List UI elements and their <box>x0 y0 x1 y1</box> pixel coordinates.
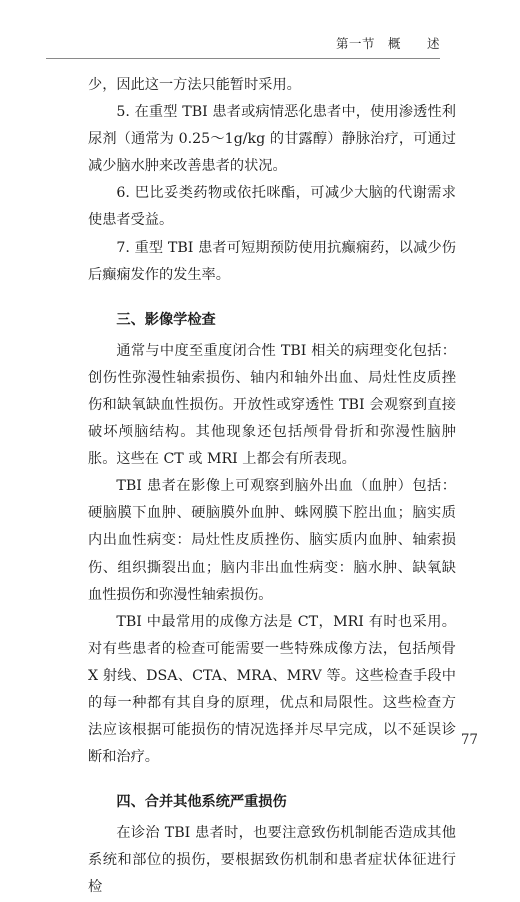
paragraph-continuation: 少，因此这一方法只能暂时采用。 <box>88 77 301 93</box>
section-heading-imaging: 三、影像学检查 <box>116 311 216 328</box>
page-number: 77 <box>460 732 478 748</box>
paragraph-imaging-1: 通常与中度至重度闭合性 TBI 相关的病理变化包括：创伤性弥漫性轴索损伤、轴内和轴外出血、局灶性皮质挫伤和缺氧缺血性损伤。开放性或穿透性 TBI 会观察到直接破坏颅脑结构。其他现象还包括颅骨骨折和弥漫性脑肿胀。这些在 CT 或 MRI 上都会有所表现。 <box>88 342 456 468</box>
running-header: 第一节 概 述 <box>335 36 440 51</box>
header-rule <box>46 58 440 59</box>
paragraph-item-7: 7. 重型 TBI 患者可短期预防使用抗癫痫药，以减少伤后癫痫发作的发生率。 <box>88 239 456 283</box>
page-body <box>88 72 456 902</box>
paragraph-imaging-3: TBI 中最常用的成像方法是 CT，MRI 有时也采用。对有些患者的检查可能需要一些特殊成像方法，包括颅骨 X 射线、DSA、CTA、MRA、MRV 等。这些检查手段中的每一种都有其自身的原理，优点和局限性。这些检查方法应该根据可能损伤的情况选择并尽早完成，以不延误诊断和治疗。 <box>88 613 456 766</box>
paragraph-imaging-2: TBI 患者在影像上可观察到脑外出血（血肿）包括：硬脑膜下血肿、硬脑膜外血肿、蛛网膜下腔出血；脑实质内出血性病变：局灶性皮质挫伤、脑实质内血肿、轴索损伤、组织撕裂出血；脑内非出血性病变：脑水肿、缺氧缺血性损伤和弥漫性轴索损伤。 <box>88 478 456 603</box>
paragraph-item-6: 6. 巴比妥类药物或依托咪酯，可减少大脑的代谢需求使患者受益。 <box>88 185 456 229</box>
spacer <box>88 771 456 789</box>
paragraph-injuries-1: 在诊治 TBI 患者时，也要注意致伤机制能否造成其他系统和部位的损伤，要根据致伤机制和患者症状体征进行检 <box>88 825 456 896</box>
section-heading-injuries: 四、合并其他系统严重损伤 <box>116 794 287 811</box>
spacer <box>88 289 456 307</box>
paragraph-item-5: 5. 在重型 TBI 患者或病情恶化患者中，使用渗透性利尿剂（通常为 0.25～1g/kg 的甘露醇）静脉治疗，可通过减少脑水肿来改善患者的状况。 <box>88 104 456 175</box>
